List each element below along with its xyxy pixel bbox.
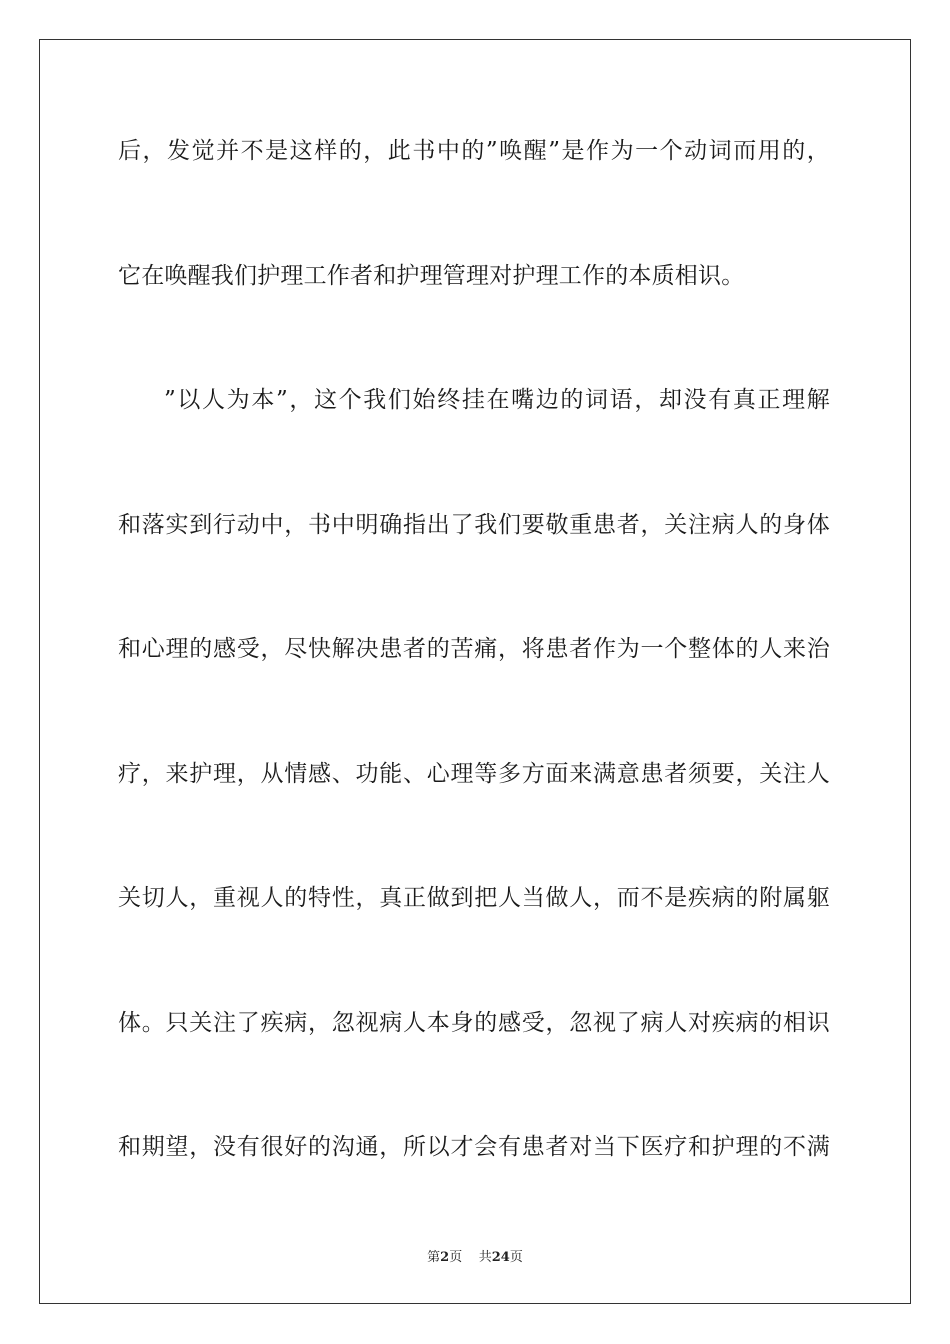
text-line: 关切人，重视人的特性，真正做到把人当做人，而不是疾病的附属躯 <box>118 885 830 911</box>
text-line: 体。只关注了疾病，忽视病人本身的感受，忽视了病人对疾病的相识 <box>118 1010 830 1036</box>
text-line: 和落实到行动中，书中明确指出了我们要敬重患者，关注病人的身体 <box>118 512 830 538</box>
total-label-prefix: 共 <box>478 1250 492 1265</box>
text-line: 后，发觉并不是这样的，此书中的”唤醒”是作为一个动词而用的， <box>118 138 830 164</box>
page-border <box>39 39 911 1304</box>
total-pages: 24 <box>491 1250 510 1265</box>
text-line: 它在唤醒我们护理工作者和护理管理对护理工作的本质相识。 <box>118 263 745 289</box>
page-number: 2 <box>440 1250 450 1265</box>
page-footer <box>0 1249 950 1267</box>
text-line: 和心理的感受，尽快解决患者的苦痛，将患者作为一个整体的人来治 <box>118 636 830 662</box>
text-line: 和期望，没有很好的沟通，所以才会有患者对当下医疗和护理的不满 <box>118 1134 830 1160</box>
page-label-suffix: 页 <box>449 1250 463 1265</box>
paragraph-first-line: ”以人为本”，这个我们始终挂在嘴边的词语，却没有真正理解 <box>164 387 830 413</box>
total-label-suffix: 页 <box>509 1250 523 1265</box>
text-line: 疗，来护理，从情感、功能、心理等多方面来满意患者须要，关注人 <box>118 761 830 787</box>
page-label-prefix: 第 <box>427 1250 441 1265</box>
